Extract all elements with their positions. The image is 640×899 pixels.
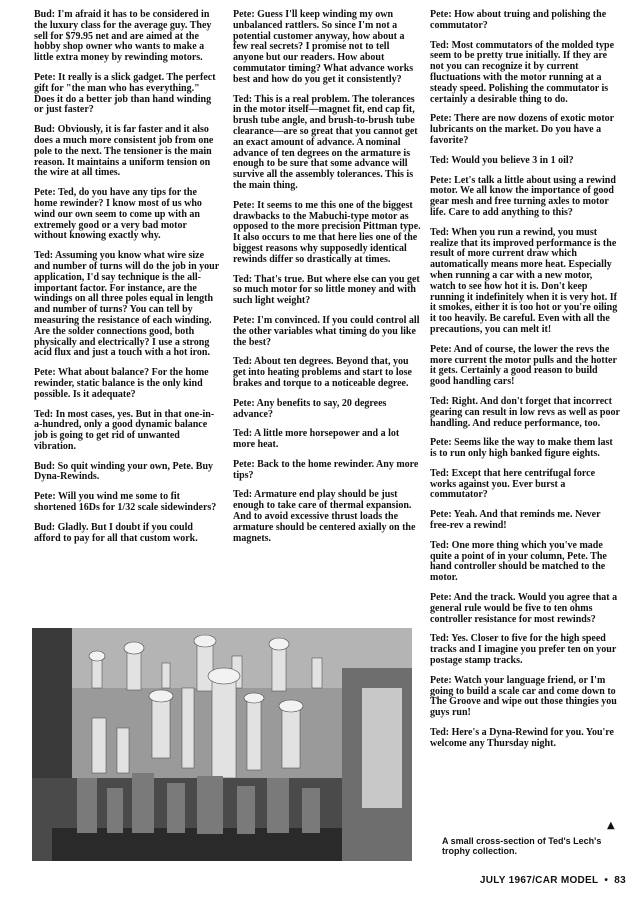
paragraph: Ted: Right. And don't forget that incorrect gearing can result in low revs as well as poor handling. And reduce performance, too.: [430, 395, 620, 429]
paragraph: Pete: Watch your language friend, or I'm going to build a scale car and come down to The Groove and wipe out those thingies you guys run!: [430, 674, 617, 719]
paragraph: Ted: Except that here centrifugal force works against you. Ever burst a commutator?: [430, 467, 596, 501]
paragraph: Pete: And of course, the lower the revs the more current the motor pulls and the hotter it gets. Certainly a good reason to build good handling cars!: [430, 343, 617, 388]
paragraph: Bud: So quit winding your own, Pete. Buy Dyna-Rewinds.: [34, 460, 214, 483]
paragraph: Ted: One more thing which you've made quite a point of in your column, Pete. The hand controller should be matched to the motor.: [430, 539, 607, 584]
paragraph: Ted: That's true. But where else can you get so much motor for so little money and with such light weight?: [233, 273, 420, 307]
paragraph: Ted: Would you believe 3 in 1 oil?: [430, 154, 574, 166]
paragraph: Ted: Yes. Closer to five for the high speed tracks and I imagine you prefer ten on your postage stamp tracks.: [430, 633, 617, 667]
paragraph: Pete: It seems to me this one of the biggest drawbacks to the Mabuchi-type motor as opposed to the more precision Pittman type. It also occurs to me that here lies one of the biggest reasons why supposedly identical rewinds differ so drastically at times.: [233, 199, 421, 265]
page-number: 83: [614, 875, 626, 886]
paragraph: Pete: Seems like the way to make them last is to run only high banked figure eights.: [430, 437, 613, 460]
footer-bullet: •: [604, 875, 609, 886]
paragraph: Pete: Guess I'll keep winding my own unbalanced rattlers. So since I'm not a potential customer anyway, how about a few real secrets? I promise not to tell anyone but our readers. How about commutator timing? What advance works best and how do you get it consistently?: [233, 9, 414, 85]
paragraph: Pete: Let's talk a little about using a rewind motor. We all know the importance of good gear mesh and free turning axles to motor life. Care to add anything to this?: [430, 174, 616, 218]
paragraph: Ted: A little more horsepower and a lot more heat.: [233, 428, 400, 451]
paragraph: Bud: Obviously, it is far faster and it also does a much more consistent job from one pole to the next. The tensioner is the main reason. It maintains a uniform tension on the wire at all times.: [34, 124, 214, 179]
page-footer: [477, 875, 626, 886]
paragraph: Pete: Ted, do you have any tips for the home rewinder? I know most of us who wind our own seem to come up with an extremely good or a very bad motor without knowing exactly why.: [34, 187, 202, 242]
paragraph: Pete: Back to the home rewinder. Any more tips?: [233, 458, 419, 481]
paragraph: Ted: About ten degrees. Beyond that, you get into heating problems and start to lose brakes and torque to a noticeable degree.: [233, 356, 412, 389]
photo-caption: A small cross-section of Ted's Lech's trophy collection.: [442, 836, 602, 856]
trophy-collection-photo: [32, 628, 412, 861]
text-column-3: [430, 10, 620, 759]
paragraph: Pete: What about balance? For the home rewinder, static balance is the only kind possible. Is it adequate?: [34, 367, 209, 400]
paragraph: Pete: There are now dozens of exotic motor lubricants on the market. Do you have a favorite?: [430, 113, 614, 146]
end-of-article-icon: ▲: [607, 820, 615, 831]
paragraph: Pete: And the track. Would you agree that a general rule would be five to ten ohms controller resistance for most rewinds?: [430, 592, 618, 625]
paragraph: Pete: Will you wind me some to fit shortened 16Ds for 1/32 scale sidewinders?: [34, 491, 217, 514]
paragraph: Pete: Any benefits to say, 20 degrees advance?: [233, 397, 387, 420]
text-column-1: [34, 10, 222, 553]
paragraph: Bud: Gladly. But I doubt if you could afford to pay for all that custom work.: [34, 521, 198, 544]
paragraph: Ted: Assuming you know what wire size and number of turns will do the job in your application, I'd say technique is the all-important factor. For instance, are the windings on all three poles equal in length and number of turns? You can tell by measuring the resistance of each winding. Are the solder connections good, both physically and electrically? I use a strong acid flux and just a touch with a hot iron.: [34, 250, 219, 359]
paragraph: Ted: When you run a rewind, you must realize that its improved performance is the result of more current draw which automatically means more heat. Especially when running a car with a new motor, watch to see how hot it is. Don't keep running it indefinitely when it is very hot. If it smokes, either it is too hot or you're oiling it too heavily. Be careful. Even with all the precautions, you can melt it!: [430, 226, 618, 335]
paragraph: Pete: How about truing and polishing the commutator?: [430, 9, 607, 31]
paragraph: Ted: Armature end play should be just enough to take care of thermal expansion. And to avoid excessive thrust loads the armature should be centered axially on the magnets.: [233, 489, 416, 544]
paragraph: Ted: Here's a Dyna-Rewind for you. You're welcome any Thursday night.: [430, 727, 614, 749]
issue-label: JULY 1967/CAR MODEL: [479, 875, 599, 886]
paragraph: Bud: I'm afraid it has to be considered in the luxury class for the average guy. They sell for $79.95 net and are aimed at the hobby shop owner who wants to make a little extra money by rewinding motors.: [34, 9, 212, 64]
text-column-2: [233, 10, 421, 553]
paragraph: Ted: Most commutators of the molded type seem to be pretty true initially. If they are not you can recognize it by current fluctuations with the motor running at a steady speed. Polishing the commutator is certainly a desirable thing to do.: [430, 39, 615, 105]
paragraph: Ted: This is a real problem. The tolerances in the motor itself—magnet fit, end cap fit, brush tube angle, and brush-to-brush tube clearance—are so great that you cannot get an exact amount of advance. A nominal advance of ten degrees on the armature is enough to be sure that some advance will survive all the assembly tolerances. This is the main thing.: [233, 93, 418, 191]
paragraph: Pete: Yeah. And that reminds me. Never free-rev a rewind!: [430, 509, 601, 532]
paragraph: Ted: In most cases, yes. But in that one-in-a-hundred, only a good dynamic balance job is going to get rid of unwanted vibration.: [34, 408, 215, 452]
paragraph: Pete: It really is a slick gadget. The perfect gift for "the man who has everything." Does it do a better job than hand winding or just faster?: [34, 71, 216, 116]
paragraph: Pete: I'm convinced. If you could control all the other variables what timing do you like the best?: [233, 314, 420, 348]
